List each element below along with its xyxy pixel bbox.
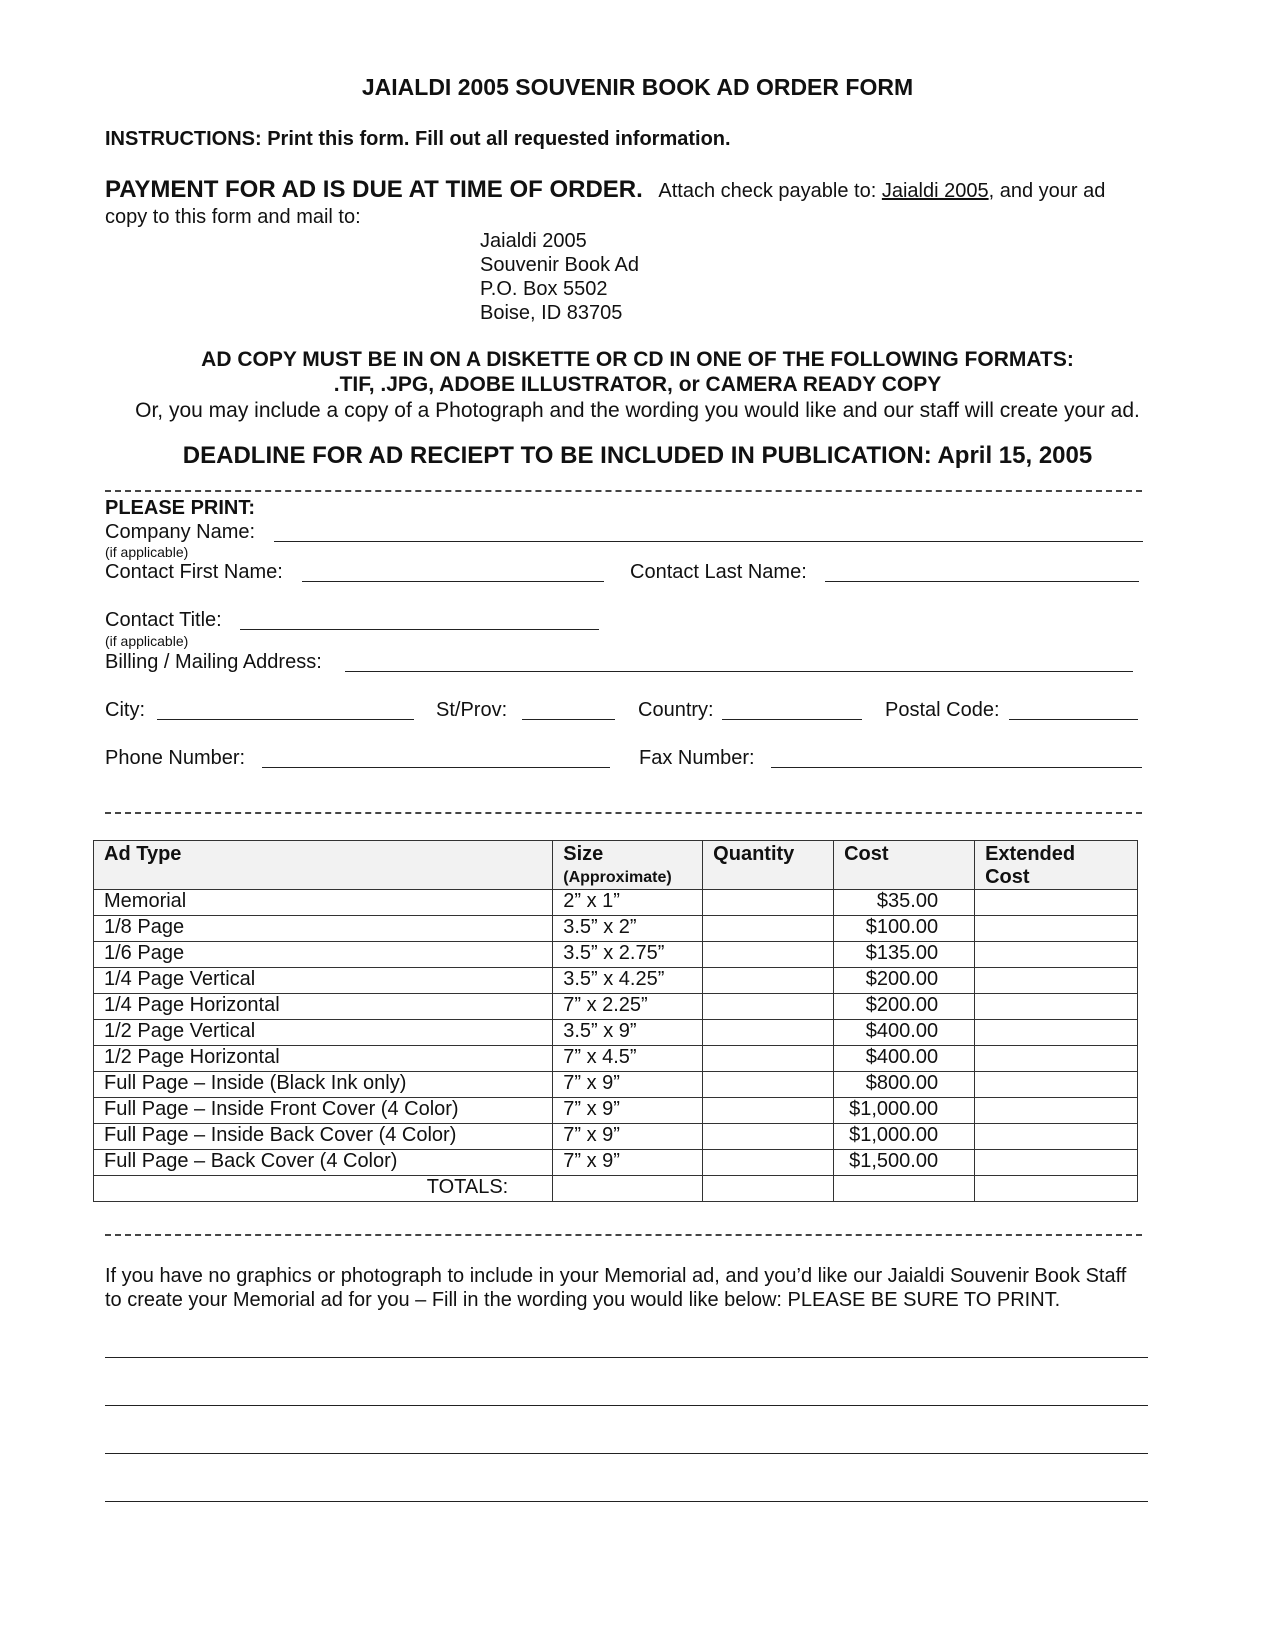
first-name-label: Contact First Name: (105, 561, 283, 583)
formats-list: .TIF, .JPG, ADOBE ILLUSTRATOR, or CAMERA READY COPY (333, 373, 942, 396)
memorial-note-line-1: If you have no graphics or photograph to include in your Memorial ad, and you’d like our Jaialdi Souvenir Book Staff (105, 1265, 1127, 1287)
quantity-cell[interactable] (703, 994, 834, 1020)
cost-cell: $400.00 (834, 1020, 975, 1046)
ad-type-cell: Full Page – Back Cover (4 Color) (94, 1150, 553, 1176)
deadline: DEADLINE FOR AD RECIEPT TO BE INCLUDED IN PUBLICATION: April 15, 2005 (182, 442, 1093, 469)
table-row (94, 1072, 1138, 1098)
memorial-wording-line[interactable] (105, 1357, 1148, 1358)
totals-size-cell (553, 1176, 703, 1202)
ad-type-cell: 1/4 Page Horizontal (94, 994, 553, 1020)
table-row (94, 916, 1138, 942)
cost-cell: $35.00 (834, 890, 975, 916)
country-label: Country: (638, 699, 714, 721)
divider (105, 1234, 1142, 1236)
extended-cost-cell[interactable] (975, 916, 1138, 942)
title-label: Contact Title: (105, 609, 222, 631)
extended-cost-cell[interactable] (975, 942, 1138, 968)
ad-type-cell: 1/8 Page (94, 916, 553, 942)
fax-field[interactable] (771, 767, 1142, 768)
payment-text: Attach check payable to: (658, 180, 877, 202)
table-row (94, 994, 1138, 1020)
cost-cell: $400.00 (834, 1046, 975, 1072)
memorial-wording-line[interactable] (105, 1501, 1148, 1502)
photo-note: Or, you may include a copy of a Photograph and the wording you would like and our staff will create your ad. (135, 399, 1140, 422)
header-extended-label: Extended (985, 843, 1076, 865)
table-row (94, 1046, 1138, 1072)
table-row (94, 890, 1138, 916)
ad-pricing-table (93, 840, 1138, 1202)
size-cell: 7” x 9” (553, 1124, 703, 1150)
payment-text-2: , and your ad (988, 180, 1106, 202)
memorial-note-line-2: to create your Memorial ad for you – Fill in the wording you would like below: PLEASE BE SURE TO PRINT. (105, 1289, 1061, 1311)
phone-label: Phone Number: (105, 747, 246, 769)
extended-cost-cell[interactable] (975, 968, 1138, 994)
ad-type-cell: Full Page – Inside Back Cover (4 Color) (94, 1124, 553, 1150)
quantity-cell[interactable] (703, 1046, 834, 1072)
quantity-cell[interactable] (703, 916, 834, 942)
header-size-sub: (Approximate) (563, 869, 672, 886)
table-row (94, 1098, 1138, 1124)
quantity-cell[interactable] (703, 1124, 834, 1150)
if-applicable-note-2: (if applicable) (105, 633, 189, 649)
ad-type-cell: Full Page – Inside (Black Ink only) (94, 1072, 553, 1098)
quantity-cell[interactable] (703, 1020, 834, 1046)
ad-type-cell: 1/2 Page Horizontal (94, 1046, 553, 1072)
header-ad-type: Ad Type (94, 841, 553, 890)
cost-cell: $800.00 (834, 1072, 975, 1098)
table-row (94, 1124, 1138, 1150)
ad-type-cell: 1/6 Page (94, 942, 553, 968)
table-row (94, 1020, 1138, 1046)
payee: Jaialdi 2005 (881, 180, 989, 202)
address-line-2: Souvenir Book Ad (480, 254, 639, 276)
company-name-field[interactable] (274, 541, 1143, 542)
table-row (94, 1150, 1138, 1176)
address-label: Billing / Mailing Address: (105, 651, 322, 673)
totals-quantity-cell[interactable] (703, 1176, 834, 1202)
cost-cell: $100.00 (834, 916, 975, 942)
totals-extended-cell[interactable] (975, 1176, 1138, 1202)
payment-line (105, 176, 1105, 204)
size-cell: 7” x 2.25” (553, 994, 703, 1020)
last-name-label: Contact Last Name: (630, 561, 807, 583)
address-line-1: Jaialdi 2005 (480, 230, 587, 252)
ad-type-cell: 1/4 Page Vertical (94, 968, 553, 994)
city-label: City: (105, 699, 145, 721)
cost-cell: $1,000.00 (834, 1098, 975, 1124)
state-label: St/Prov: (436, 699, 508, 721)
size-cell: 3.5” x 4.25” (553, 968, 703, 994)
address-line-3: P.O. Box 5502 (480, 278, 608, 300)
table-body (94, 890, 1138, 1202)
payment-text-3: copy to this form and mail to: (105, 206, 361, 228)
ad-type-cell: Full Page – Inside Front Cover (4 Color) (94, 1098, 553, 1124)
please-print: PLEASE PRINT: (105, 497, 256, 519)
header-size-label: Size (563, 843, 604, 865)
form-title: JAIALDI 2005 SOUVENIR BOOK AD ORDER FORM (361, 74, 914, 100)
size-cell: 7” x 4.5” (553, 1046, 703, 1072)
memorial-wording-line[interactable] (105, 1453, 1148, 1454)
fax-label: Fax Number: (639, 747, 755, 769)
header-cost: Cost (834, 841, 975, 890)
extended-cost-cell[interactable] (975, 1098, 1138, 1124)
company-name-label: Company Name: (105, 521, 256, 543)
state-field[interactable] (522, 719, 615, 720)
cost-cell: $1,000.00 (834, 1124, 975, 1150)
quantity-cell[interactable] (703, 968, 834, 994)
phone-field[interactable] (262, 767, 610, 768)
ad-type-cell: Memorial (94, 890, 553, 916)
country-field[interactable] (722, 719, 862, 720)
table-row (94, 968, 1138, 994)
memorial-wording-line[interactable] (105, 1405, 1148, 1406)
address-field[interactable] (345, 671, 1133, 672)
header-quantity: Quantity (703, 841, 834, 890)
header-size (553, 841, 703, 890)
size-cell: 2” x 1” (553, 890, 703, 916)
instructions: INSTRUCTIONS: Print this form. Fill out all requested information. (105, 128, 731, 150)
size-cell: 3.5” x 9” (553, 1020, 703, 1046)
if-applicable-note: (if applicable) (105, 544, 189, 560)
quantity-cell[interactable] (703, 1072, 834, 1098)
cost-cell: $200.00 (834, 968, 975, 994)
extended-cost-cell[interactable] (975, 890, 1138, 916)
quantity-cell[interactable] (703, 1098, 834, 1124)
quantity-cell[interactable] (703, 890, 834, 916)
size-cell: 3.5” x 2.75” (553, 942, 703, 968)
first-name-field[interactable] (302, 581, 604, 582)
last-name-field[interactable] (825, 581, 1139, 582)
payment-notice: PAYMENT FOR AD IS DUE AT TIME OF ORDER. (105, 176, 643, 203)
extended-cost-cell[interactable] (975, 1150, 1138, 1176)
size-cell: 3.5” x 2” (553, 916, 703, 942)
totals-cost-cell (834, 1176, 975, 1202)
quantity-cell[interactable] (703, 1150, 834, 1176)
extended-cost-cell[interactable] (975, 1020, 1138, 1046)
divider (105, 812, 1142, 814)
size-cell: 7” x 9” (553, 1098, 703, 1124)
cost-cell: $135.00 (834, 942, 975, 968)
formats-heading: AD COPY MUST BE IN ON A DISKETTE OR CD IN ONE OF THE FOLLOWING FORMATS: (201, 348, 1074, 371)
ad-type-cell: 1/2 Page Vertical (94, 1020, 553, 1046)
quantity-cell[interactable] (703, 942, 834, 968)
totals-label: TOTALS: (94, 1176, 553, 1202)
address-line-4: Boise, ID 83705 (480, 302, 623, 324)
size-cell: 7” x 9” (553, 1150, 703, 1176)
table-row (94, 942, 1138, 968)
postal-label: Postal Code: (885, 699, 1000, 721)
header-extended-label-2: Cost (985, 866, 1030, 888)
postal-field[interactable] (1009, 719, 1138, 720)
extended-cost-cell[interactable] (975, 994, 1138, 1020)
title-field[interactable] (240, 629, 599, 630)
header-extended-cost (975, 841, 1138, 890)
cost-cell: $1,500.00 (834, 1150, 975, 1176)
extended-cost-cell[interactable] (975, 1046, 1138, 1072)
city-field[interactable] (157, 719, 414, 720)
extended-cost-cell[interactable] (975, 1072, 1138, 1098)
size-cell: 7” x 9” (553, 1072, 703, 1098)
cost-cell: $200.00 (834, 994, 975, 1020)
table-header-row (94, 841, 1138, 890)
extended-cost-cell[interactable] (975, 1124, 1138, 1150)
divider (105, 490, 1142, 492)
totals-row (94, 1176, 1138, 1202)
